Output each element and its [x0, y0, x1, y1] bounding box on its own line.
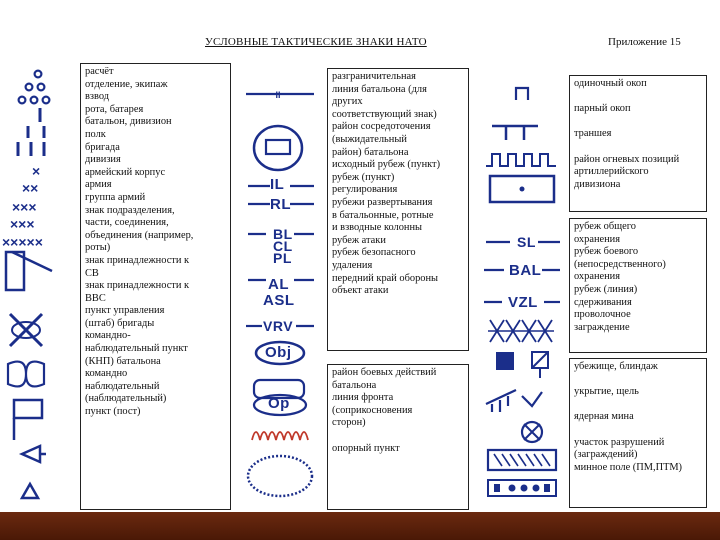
- circle-icon: [31, 97, 38, 104]
- circle-icon: [19, 97, 26, 104]
- legend-text: [574, 91, 706, 104]
- legend-text: (КНП) батальона: [85, 355, 161, 367]
- trench-line-icon: [486, 154, 556, 166]
- legend-text: артиллерийского: [574, 166, 649, 178]
- il-label: IL: [270, 176, 285, 193]
- cl-label: CL: [273, 238, 293, 254]
- legend-text: батальона: [332, 379, 377, 391]
- circle-icon: [26, 84, 33, 91]
- legend-text: взвод: [85, 91, 110, 103]
- legend-text: траншея: [574, 128, 612, 140]
- legend-text: одиночный окоп: [574, 78, 647, 89]
- single-trench-icon: [516, 88, 528, 100]
- legend-text: рота, батарея: [85, 103, 144, 115]
- legend-text: других: [332, 96, 363, 108]
- legend-text: сдерживания: [574, 296, 632, 308]
- legend-text: (непосредственного): [574, 258, 666, 270]
- legend-text: укрытие, щель: [574, 386, 639, 398]
- legend-text: линия фронта: [332, 392, 394, 404]
- legend-text: охранения: [574, 233, 621, 245]
- legend-box-trenches: [569, 75, 707, 212]
- vzl-label: VZL: [508, 294, 538, 311]
- op-label: Op: [268, 395, 290, 412]
- legend-text: заграждение: [574, 321, 630, 333]
- shelter-icon: [496, 352, 514, 370]
- double-trench-icon: [492, 126, 538, 140]
- legend-text: ВВС: [85, 292, 106, 304]
- triangle-icon: [22, 484, 38, 498]
- legend-text: наблюдательный: [85, 380, 160, 392]
- legend-text: дивизиона: [574, 178, 621, 190]
- al-label: AL: [268, 276, 289, 293]
- air-force-icon: [8, 362, 44, 387]
- echelon-symbols: [0, 66, 66, 512]
- legend-text: линия батальона (для: [332, 83, 427, 95]
- bottom-bar: [0, 512, 720, 540]
- legend-text: разграничительная: [332, 71, 416, 82]
- legend-text: (наблюдательный): [85, 393, 167, 405]
- legend-text: рубежи развертывания: [332, 196, 433, 208]
- svg-text:×: ×: [32, 163, 41, 179]
- hq-flag-icon: [14, 400, 42, 418]
- legend-text: [574, 141, 706, 154]
- legend-text: минное поле (ПМ,ПТМ): [574, 461, 683, 473]
- observation-post-icon: [22, 446, 40, 462]
- legend-text: и взводные колонны: [332, 222, 422, 234]
- legend-text: регулирования: [332, 184, 398, 196]
- vrv-label: VRV: [263, 318, 294, 334]
- legend-box-areas: [327, 364, 469, 510]
- legend-text: расчёт: [85, 66, 114, 77]
- appendix-label: Приложение 15: [608, 36, 681, 48]
- obj-label: Obj: [265, 344, 292, 361]
- legend-text: дивизия: [85, 154, 121, 166]
- battalion-mark: II: [275, 90, 281, 100]
- legend-text: (соприкосновения: [332, 404, 413, 416]
- assembly-area-icon: [254, 126, 302, 170]
- pl-label: PL: [273, 250, 292, 266]
- legend-text: удаления: [332, 259, 373, 271]
- legend-text: опорный пункт: [332, 442, 400, 454]
- legend-text: рубеж общего: [574, 221, 636, 232]
- circle-icon: [35, 71, 42, 78]
- bl-label: BL: [273, 226, 293, 242]
- svg-text:×××××: ×××××: [2, 234, 43, 250]
- strongpoint-icon: [248, 456, 312, 496]
- ground-forces-icon: [10, 314, 42, 346]
- legend-text: части, соединения,: [85, 217, 169, 229]
- cover-slit-icon: [486, 390, 542, 412]
- legend-text: район огневых позиций: [574, 153, 680, 165]
- svg-text:××: ××: [22, 180, 39, 196]
- legend-text: [574, 424, 706, 437]
- legend-text: рубеж (пункт): [332, 171, 395, 183]
- asl-label: ASL: [263, 292, 295, 309]
- legend-box-obstacles: [569, 358, 707, 508]
- legend-text: охранения: [574, 271, 621, 283]
- legend-text: батальон, дивизион: [85, 116, 172, 128]
- legend-text: [574, 374, 706, 387]
- legend-text: в батальонные, ротные: [332, 209, 434, 221]
- legend-text: район) батальона: [332, 146, 409, 158]
- legend-text: район боевых действий: [332, 367, 437, 378]
- legend-text: роты): [85, 242, 111, 254]
- legend-text: ядерная мина: [574, 411, 634, 423]
- legend-text: проволочное: [574, 309, 631, 321]
- circle-icon: [43, 97, 50, 104]
- legend-box-security: [569, 218, 707, 353]
- legend-text: бригада: [85, 141, 120, 153]
- legend-text: участок разрушений: [574, 436, 665, 448]
- legend-text: соответствующий знак): [332, 108, 437, 120]
- legend-box-lines: [327, 68, 469, 351]
- legend-text: знак подразделения,: [85, 204, 175, 216]
- legend-text: (штаб) бригады: [85, 317, 155, 329]
- legend-text: [332, 430, 468, 443]
- legend-text: [574, 399, 706, 412]
- svg-text:×××: ×××: [12, 199, 37, 215]
- front-line-icon: [252, 432, 308, 440]
- fortification-symbols: [480, 80, 564, 500]
- legend-text: армейский корпус: [85, 166, 166, 178]
- bal-label: BAL: [509, 262, 542, 279]
- legend-box-units: [80, 63, 231, 510]
- legend-text: район сосредоточения: [332, 121, 431, 133]
- legend-text: СВ: [85, 267, 99, 279]
- legend-text: группа армий: [85, 191, 146, 203]
- legend-text: пункт (пост): [85, 406, 141, 418]
- legend-text: наблюдательный пункт: [85, 343, 188, 355]
- legend-text: передний край обороны: [332, 272, 439, 284]
- legend-text: пункт управления: [85, 305, 165, 317]
- legend-text: командно-: [85, 330, 131, 342]
- rl-label: RL: [270, 196, 291, 213]
- legend-text: полк: [85, 128, 106, 140]
- legend-text: (выжидательный: [332, 133, 407, 145]
- legend-text: рубеж безопасного: [332, 247, 416, 259]
- legend-text: знак принадлежности к: [85, 280, 190, 292]
- legend-text: убежище, блиндаж: [574, 361, 658, 372]
- legend-text: объект атаки: [332, 285, 389, 297]
- legend-text: парный окоп: [574, 103, 631, 115]
- svg-text:×××: ×××: [10, 216, 35, 232]
- legend-text: командно: [85, 368, 128, 380]
- legend-text: отделение, экипаж: [85, 78, 168, 90]
- legend-text: (заграждений): [574, 449, 638, 461]
- sl-label: SL: [517, 234, 536, 250]
- legend-text: сторон): [332, 417, 366, 429]
- page-title: УСЛОВНЫЕ ТАКТИЧЕСКИЕ ЗНАКИ НАТО: [205, 36, 427, 48]
- legend-text: армия: [85, 179, 112, 191]
- top-bar: [0, 0, 720, 24]
- legend-text: объединения (например,: [85, 229, 194, 241]
- legend-text: исходный рубеж (пункт): [332, 159, 441, 171]
- legend-text: знак принадлежности к: [85, 254, 190, 266]
- circle-icon: [38, 84, 45, 91]
- legend-text: рубеж боевого: [574, 246, 639, 258]
- legend-text: рубеж (линия): [574, 283, 638, 295]
- legend-text: рубеж атаки: [332, 234, 386, 246]
- legend-text: [574, 116, 706, 129]
